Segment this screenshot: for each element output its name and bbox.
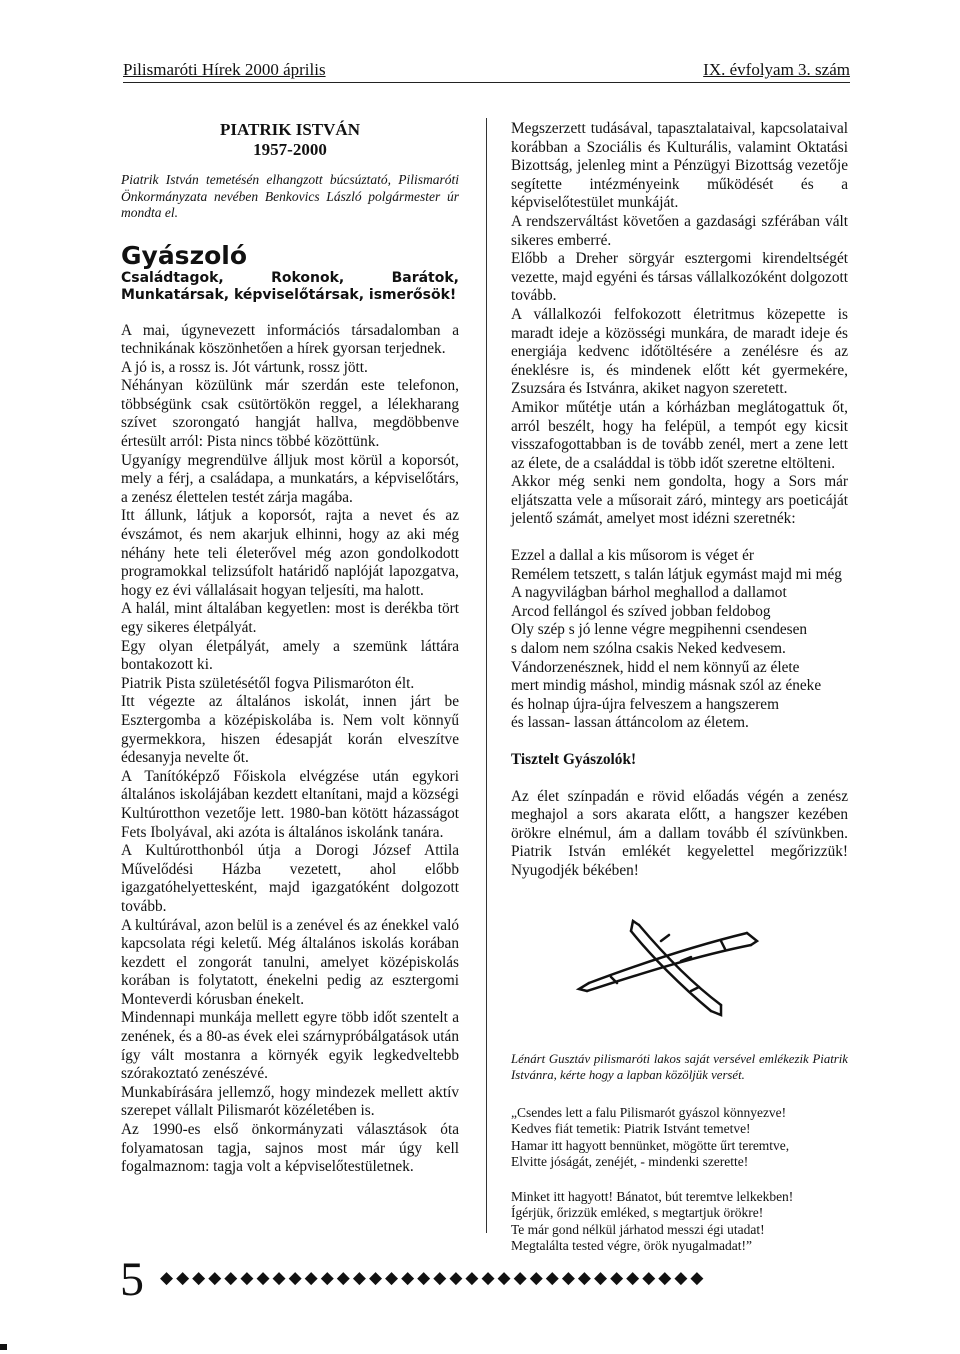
newspaper-issue-title: Pilismaróti Hírek 2000 április [123,60,326,79]
lyric-line: A nagyvilágban bárhol meghallod a dallamot [511,584,787,602]
right-column [511,120,848,1255]
intro-note: Piatrik István temetésén elhangzott búcsúztató, Pilismaróti Önkormányzata nevében Benkovics László polgármester úr mondta el. [121,172,459,220]
page-number: 5 [120,1253,144,1306]
obituary-name: PIATRIK ISTVÁN [220,120,360,139]
paragraph: Munkabírására jellemző, hogy mindezek mellett aktív szerepet vállalt Pilismarót közéletében is. [121,1083,459,1120]
poem-line: Kedves fiát temetik: Piatrik Istvánt temetve! [511,1121,751,1137]
paragraph: A jó is, a rossz is. Jót vártunk, rossz jött. [121,358,368,376]
paragraph: A kultúrával, azon belül is a zenével és az énekkel való kapcsolata régi keletű. Még általános iskolás korában kezdett el zongorát tanulni, amelyet középiskolás korában is folytatott, énekelni pedig az esztergomi Monteverdi kórusban énekelt. [121,916,459,1008]
lyric-line: s dalom nem szólna csakis Neked kedvesem. [511,640,786,658]
poem-line: Elvitte jóságát, zenéjét, - mindenki szerette! [511,1154,749,1170]
paragraph: Itt állunk, látjuk a koporsót, rajta a nevet és az évszámot, és nem akarjuk elhinni, hogy az aki még néhány hete teli életerővel még azon gondolkodott programokkal telizsúfolt határidő naplóját lapozgatva, hogy ez évi vállalásait hogyan teljesíti, ma halott. [121,507,459,599]
paragraph: A halál, mint általában kegyetlen: most is derékba tört egy sikeres életpályát. [121,600,459,636]
lyric-line: és lassan- lassan áttáncolom az életem. [511,714,749,732]
poem-line: Megtalálta tested végre, örök nyugalmadat!” [511,1238,753,1254]
lyric-line: Arcod fellángol és szíved jobban feldobog [511,602,771,620]
paragraph: Mindennapi munkája mellett egyre több időt szentelt a zenének, és a 80-as évek elei szárnypróbálgatások után így vált mostanra a környék egyik legkedveltebb szórakoztató zenészévé. [121,1009,459,1083]
poem-line [511,1171,848,1189]
volume-number: IX. évfolyam 3. szám [703,60,850,79]
paragraph: Itt végezte az általános iskolát, innen járt be Esztergomba a középiskolába is. Nem volt könnyű gyermekkora, hiszen édesapját korán elveszítve édesanyja nevelte őt. [121,693,459,767]
paragraph: A mai, úgynevezett információs társadalomban a technikának köszönhetően a hírek gyorsan terjednek. [121,321,459,358]
paragraph: A rendszerváltást követően a gazdasági szférában vált sikeres emberré. [511,212,848,249]
poem-line: Te már gond nélkül járhatod messzi égi utadat! [511,1221,765,1237]
paragraph: Amikor műtétje után a kórházban meglátogattuk őt, arról beszélt, hogy ha felépül, a tempót egy kicsit visszafogottabban is de tovább zenél, mert a zene lett az élete, de a családdal is több időt szeretne eltölteni. [511,398,848,472]
paragraph: Ugyanígy megrendülve álljuk most körül a koporsót, mely a férj, a családapa, a munkatárs, a képviselőtárs, a zenész élettelen testét zárja magába. [121,451,459,506]
paragraph: Akkor még senki nem gondolta, hogy a Sors már eljátszatta vele a műsorait záró, mintegy ars poeticáját jelentő számát, amelyet most idézni szeretnék: [511,473,848,528]
obituary-years: 1957-2000 [253,140,327,159]
poem-line: „Csendes lett a falu Pilismarót gyászol könnyezve! [511,1104,787,1120]
cross-icon [571,911,761,1021]
lyric-line: Remélem tetszett, s talán látjuk egymást majd mi még [511,565,842,583]
paragraph: Az 1990-es első önkormányzati választások óta folyamatosan tagja, sajnos most már úgy kell fogalmaznom: tagja volt a képviselőtestületnek. [121,1121,459,1176]
lyric-line: Oly szép s jó lenne végre megpihenni csendesen [511,621,808,639]
diamond-ornament: ◆◆◆◆◆◆◆◆◆◆◆◆◆◆◆◆◆◆◆◆◆◆◆◆◆◆◆◆◆◆◆◆◆◆ [160,1268,707,1287]
closing-paragraph: Az élet színpadán e rövid előadás végén a zenész meghajol a sors akarata előtt, a hangszer kezében örökre elnémul, ám a dallam tovább él szívünkben. Piatrik István emlékét kegyelettel megőrizzük! Nyugodjék békében! [511,787,848,879]
scan-mark [0,1344,7,1350]
poem-line: Ígérjük, őrizzük emléked, s megtartjuk örökre! [511,1205,764,1221]
lyric-line: mert mindig máshol, mindig másnak szól az éneke [511,677,822,695]
paragraph: A Kultúrotthonból útja a Dorogi József Attila Művelődési Házba vezetett, ahol előbb igazgatóhelyettesként, majd igazgatóként dolgozott tovább. [121,842,459,915]
address-line: Családtagok, Rokonok, Barátok, Munkatársak, képviselőtársak, ismerősök! [121,269,459,303]
paragraph: Előbb a Dreher sörgyár esztergomi kirendeltségét vezette, majd egyéni és társas vállalkozóként dolgozott tovább. [511,250,848,305]
poem-line: Minket itt hagyott! Bánatot, bút teremtve lelkekben! [511,1188,794,1204]
left-column [121,120,459,1177]
song-lyrics [511,547,848,733]
paragraph: Piatrik Pista születésétől fogva Pilismaróton élt. [121,674,415,692]
paragraph: A vállalkozói felfokozott életritmus közepette is maradt ideje a közösségi munkára, de maradt ideje és energiája kedvenc időtöltésére a zenélésre és az éneklésre is, és mindenek előtt két gyermekére, Zsuzsára és Istvánra, akiket nagyon szeretett. [511,305,848,398]
lyric-line: Vándorzenésznek, hidd el nem könnyű az élete [511,658,800,676]
poem-line: Hamar itt hagyott bennünket, mögötte űrt teremtve, [511,1137,790,1153]
paragraph: Néhányan közülünk már szerdán este telefonon, többségünk csak csütörtökön reggel, a lélekharang szívet szorongató hangját hallva, megdöbbenve értesült arról: Pista nincs többé közöttünk. [121,377,459,451]
greeting: Tisztelt Gyászolók! [511,751,637,768]
page-header [123,60,850,83]
paragraph: Megszerzett tudásával, tapasztalataival, kapcsolataival korábban a Szociális és Kulturális, valamint Oktatási Bizottság, jelenleg mint a Pénzügyi Bizottság vezetője segítette intézményeink működését és a képviselőtestület munkáját. [511,120,848,212]
column-divider [486,118,487,1233]
poem-credit: Lénárt Gusztáv pilismaróti lakos saját versével emlékezik Piatrik Istvánra, kérte hogy a lapban közöljük versét. [511,1051,848,1082]
memorial-poem [511,1105,848,1255]
paragraph: Egy olyan életpályát, amely a szemünk láttára bontakozott ki. [121,637,459,674]
lyric-line: és holnap újra-újra felveszem a hangszerem [511,695,779,713]
section-heading: Gyászoló [121,240,248,270]
paragraph: A Tanítóképző Főiskola elvégzése után egykori általános iskolájában kezdett eltanítani, majd a községi Kultúrotthon vezetője lett. 1980-ban kötött házasságot Fets Ibolyával, aki azóta is általános iskolánk tanára. [121,767,459,841]
lyric-line: Ezzel a dallal a kis műsorom is véget ér [511,547,754,565]
